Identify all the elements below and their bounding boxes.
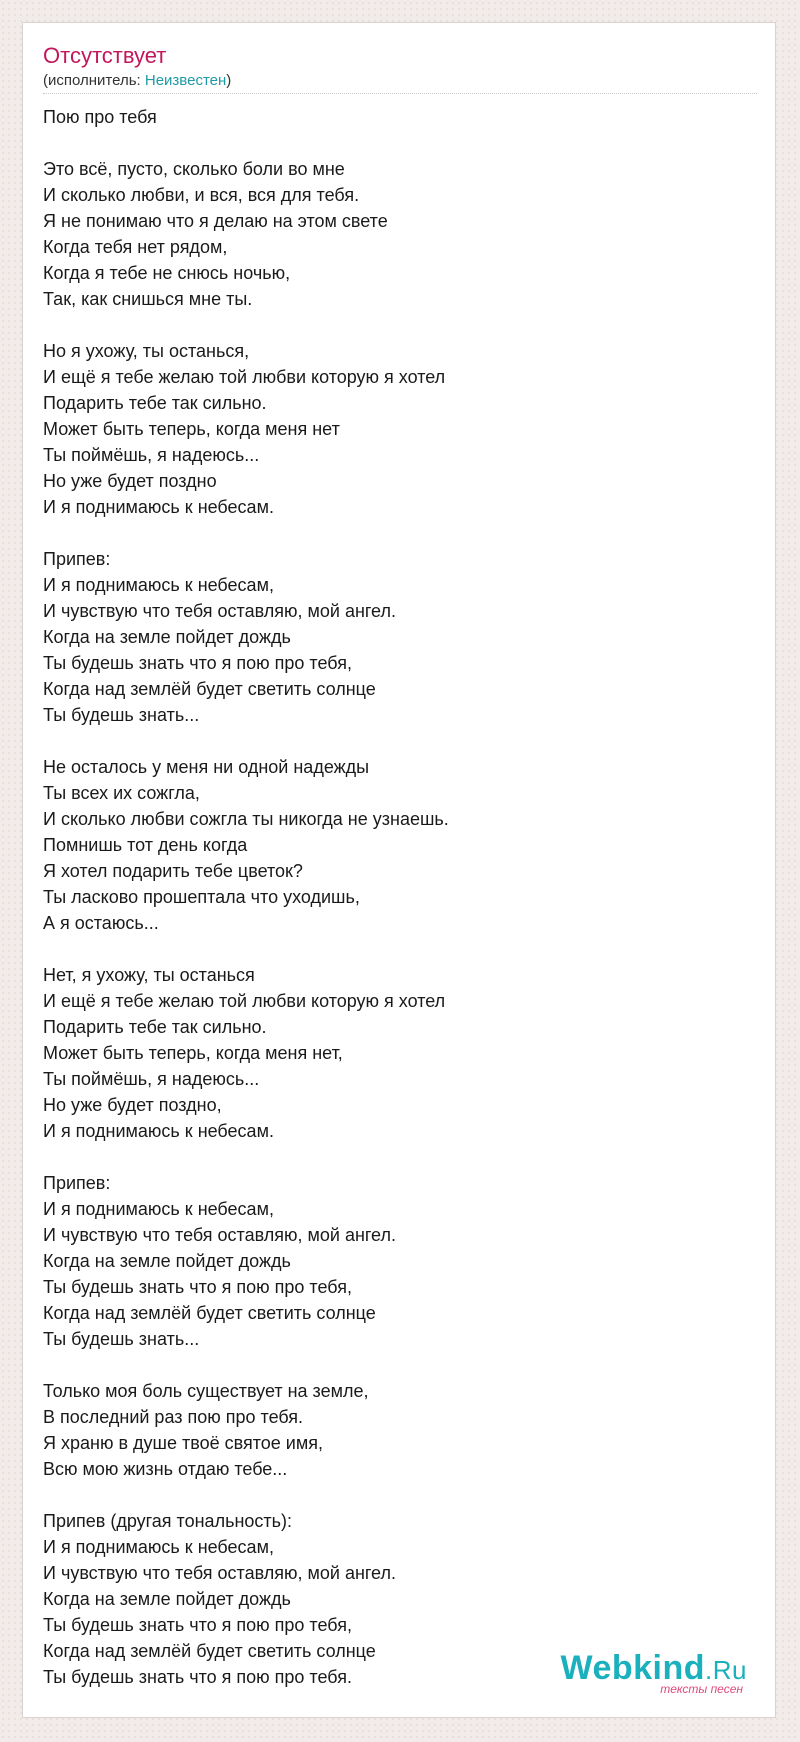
lyric-line: Когда я тебе не снюсь ночью, (43, 263, 291, 283)
lyric-line: Припев: (43, 549, 111, 569)
logo-tagline: тексты песен (660, 1682, 743, 1696)
lyric-line: Ты поймёшь, я надеюсь... (43, 445, 260, 465)
artist-prefix: (исполнитель: (43, 72, 145, 89)
lyric-line: Я не понимаю что я делаю на этом свете (43, 211, 388, 231)
lyric-line: В последний раз пою про тебя. (43, 1407, 304, 1427)
lyric-line: Ты будешь знать... (43, 705, 200, 725)
lyric-line: И ещё я тебе желаю той любви которую я хотел (43, 367, 446, 387)
lyric-line: Когда над землёй будет светить солнце (43, 679, 376, 699)
lyric-line: Я храню в душе твоё святое имя, (43, 1433, 323, 1453)
lyric-line: Только моя боль существует на земле, (43, 1381, 369, 1401)
lyric-line: Ты будешь знать... (43, 1329, 200, 1349)
lyric-line: Может быть теперь, когда меня нет (43, 419, 340, 439)
title-divider (43, 93, 757, 94)
lyric-line: Когда на земле пойдет дождь (43, 1589, 291, 1609)
stanza-gap (43, 312, 757, 338)
lyric-line: Ты будешь знать что я пою про тебя, (43, 1615, 352, 1635)
lyric-line: Подарить тебе так сильно. (43, 1017, 267, 1037)
lyric-line: Но уже будет поздно, (43, 1095, 222, 1115)
lyric-line: Когда над землёй будет светить солнце (43, 1303, 376, 1323)
lyric-line: И чувствую что тебя оставляю, мой ангел. (43, 1563, 396, 1583)
lyric-line: Когда тебя нет рядом, (43, 237, 228, 257)
lyric-line: А я остаюсь... (43, 913, 159, 933)
lyric-line: Нет, я ухожу, ты останься (43, 965, 255, 985)
lyric-line: И я поднимаюсь к небесам, (43, 1199, 274, 1219)
stanza-gap (43, 728, 757, 754)
lyric-line: И я поднимаюсь к небесам. (43, 497, 274, 517)
lyric-line: Ты поймёшь, я надеюсь... (43, 1069, 260, 1089)
lyric-line: Подарить тебе так сильно. (43, 393, 267, 413)
lyric-line: Всю мою жизнь отдаю тебе... (43, 1459, 288, 1479)
lyric-line: Когда на земле пойдет дождь (43, 1251, 291, 1271)
stanza-gap (43, 1352, 757, 1378)
lyric-line: Но уже будет поздно (43, 471, 217, 491)
lyric-line: Ты будешь знать что я пою про тебя, (43, 653, 352, 673)
lyric-line: И чувствую что тебя оставляю, мой ангел. (43, 1225, 396, 1245)
logo-suffix: .Ru (705, 1655, 747, 1685)
lyric-line: И сколько любви, и вся, вся для тебя. (43, 185, 360, 205)
lyrics-card (22, 22, 776, 1718)
lyric-line: Это всё, пусто, сколько боли во мне (43, 159, 345, 179)
stanza-gap (43, 936, 757, 962)
stanza-gap (43, 1482, 757, 1508)
lyric-line: Когда над землёй будет светить солнце (43, 1641, 376, 1661)
lyric-line: Ты будешь знать что я пою про тебя. (43, 1667, 352, 1687)
artist-suffix: ) (226, 72, 232, 89)
lyric-line: Я хотел подарить тебе цветок? (43, 861, 303, 881)
lyric-line: Не осталось у меня ни одной надежды (43, 757, 370, 777)
lyric-line: Но я ухожу, ты останься, (43, 341, 250, 361)
stanza-gap (43, 520, 757, 546)
artist-line (43, 72, 231, 90)
lyric-line: Ты всех их сожгла, (43, 783, 200, 803)
stanza-gap (43, 130, 757, 156)
artist-link[interactable]: Неизвестен (144, 72, 227, 89)
song-title: Отсутствует (43, 43, 167, 68)
lyric-line: Помнишь тот день когда (43, 835, 248, 855)
logo-name: Webkind (560, 1649, 706, 1687)
lyric-line: Так, как снишься мне ты. (43, 289, 253, 309)
lyric-line: Ты будешь знать что я пою про тебя, (43, 1277, 352, 1297)
lyric-line: И я поднимаюсь к небесам. (43, 1121, 274, 1141)
lyric-line: Пою про тебя (43, 107, 157, 127)
lyric-line: И чувствую что тебя оставляю, мой ангел. (43, 601, 396, 621)
lyric-line: Припев (другая тональность): (43, 1511, 293, 1531)
lyric-line: Ты ласково прошептала что уходишь, (43, 887, 360, 907)
lyric-line: Когда на земле пойдет дождь (43, 627, 291, 647)
lyric-line: И я поднимаюсь к небесам, (43, 1537, 274, 1557)
lyrics-text (43, 104, 757, 1690)
stanza-gap (43, 1144, 757, 1170)
site-logo[interactable] (560, 1651, 747, 1695)
lyric-line: Может быть теперь, когда меня нет, (43, 1043, 343, 1063)
lyric-line: И сколько любви сожгла ты никогда не узнаешь. (43, 809, 449, 829)
lyric-line: Припев: (43, 1173, 111, 1193)
lyric-line: И ещё я тебе желаю той любви которую я хотел (43, 991, 446, 1011)
lyric-line: И я поднимаюсь к небесам, (43, 575, 274, 595)
